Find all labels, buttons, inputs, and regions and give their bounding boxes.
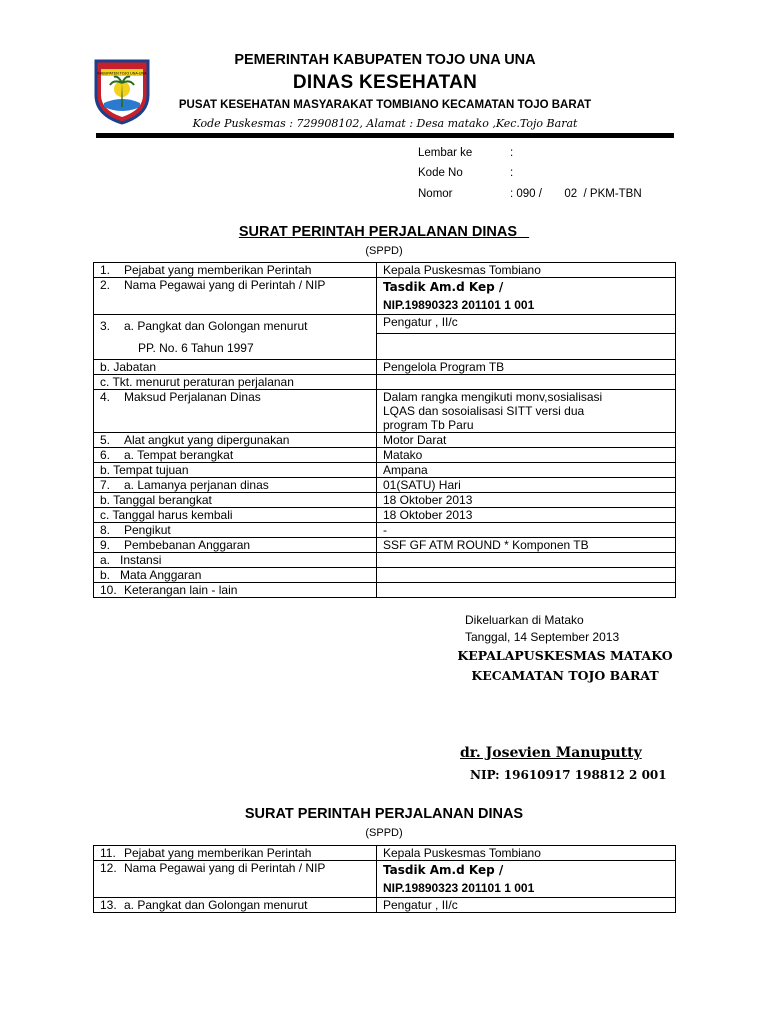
table-row — [94, 568, 676, 583]
row-number: 4. — [100, 390, 111, 404]
table-row — [94, 390, 676, 433]
row-value — [377, 568, 676, 583]
table-row — [94, 478, 676, 493]
table-row — [94, 315, 676, 360]
row-value-2: LQAS dan sosoialisasi SITT versi dua — [383, 404, 585, 418]
table-row — [94, 463, 676, 478]
issued-place: Dikeluarkan di Matako — [465, 613, 584, 627]
row-label: a. Lamanya perjanan dinas — [124, 478, 269, 492]
regency-logo — [92, 55, 152, 125]
row-value: Pengatur , II/c — [377, 315, 675, 334]
logo-text: KABUPATEN TOJO UNA-UNA — [97, 71, 147, 76]
row-label: a. Tempat berangkat — [124, 448, 234, 462]
row-number: 11. — [100, 846, 116, 860]
employee-nip: NIP.19890323 201101 1 001 — [383, 298, 535, 312]
table-row — [94, 433, 676, 448]
table-row — [94, 278, 676, 315]
row-label: Pejabat yang memberikan Perintah — [124, 263, 312, 277]
row-label: a. Pangkat dan Golongan menurut — [124, 319, 308, 333]
signer-name: dr. Josevien Manuputty — [460, 745, 642, 761]
table-row — [94, 263, 676, 278]
row-label: b. Tanggal berangkat — [94, 493, 377, 508]
row-value: 01(SATU) Hari — [377, 478, 676, 493]
row-value — [377, 553, 676, 568]
row-number: 8. — [100, 523, 111, 537]
row-label: c. Tkt. menurut peraturan perjalanan — [94, 375, 377, 390]
row-number: 10. — [100, 583, 117, 597]
row-label-2: PP. No. 6 Tahun 1997 — [138, 341, 254, 355]
row-value: Kepala Puskesmas Tombiano — [377, 846, 676, 861]
document-meta — [0, 147, 768, 207]
row-label: Pejabat yang memberikan Perintah — [124, 846, 312, 860]
row-value: - — [377, 523, 676, 538]
employee-nip: NIP.19890323 201101 1 001 — [383, 881, 535, 895]
row-value: 18 Oktober 2013 — [377, 508, 676, 523]
kode-value: : — [510, 167, 514, 179]
row-number: 6. — [100, 448, 111, 462]
row-value: Motor Darat — [377, 433, 676, 448]
header-government: PEMERINTAH KABUPATEN TOJO UNA UNA — [234, 52, 536, 68]
row-value-3: program Tb Paru — [383, 418, 474, 432]
nomor-label: Nomor — [418, 188, 453, 200]
table-row — [94, 448, 676, 463]
row-number: 2. — [100, 278, 111, 292]
row-label: Nama Pegawai yang di Perintah / NIP — [124, 861, 326, 875]
row-value: Matako — [377, 448, 676, 463]
row-number: 9. — [100, 538, 111, 552]
row-number: 1. — [100, 263, 111, 277]
table-row — [94, 375, 676, 390]
row-label: Maksud Perjalanan Dinas — [124, 390, 261, 404]
signer-nip: NIP: 19610917 198812 2 001 — [470, 768, 667, 782]
row-value: Dalam rangka mengikuti monv,sosialisasi — [383, 390, 603, 404]
row-label: b. Mata Anggaran — [94, 568, 377, 583]
sppd-title-2: SURAT PERINTAH PERJALANAN DINAS — [244, 806, 524, 822]
kode-label: Kode No — [418, 167, 463, 179]
row-label: a. Pangkat dan Golongan menurut — [124, 898, 308, 912]
row-value — [377, 583, 676, 598]
sppd-table-2 — [93, 845, 676, 913]
row-value — [377, 375, 676, 390]
sppd-subtitle: (SPPD) — [365, 245, 403, 257]
row-label: Alat angkut yang dipergunakan — [124, 433, 290, 447]
sppd-table — [93, 262, 676, 598]
sppd-subtitle-2: (SPPD) — [365, 827, 403, 839]
row-value: Pengatur , II/c — [377, 898, 676, 913]
row-value: SSF GF ATM ROUND * Komponen TB — [377, 538, 676, 553]
table-row — [94, 553, 676, 568]
table-row — [94, 360, 676, 375]
table-row — [94, 846, 676, 861]
row-label: Pengikut — [124, 523, 171, 537]
row-value: Pengelola Program TB — [377, 360, 676, 375]
lembar-label: Lembar ke — [418, 147, 473, 159]
row-label: a. Instansi — [94, 553, 377, 568]
row-value: Ampana — [377, 463, 676, 478]
header-health-center: PUSAT KESEHATAN MASYARAKAT TOMBIANO KECAMATAN TOJO BARAT — [178, 99, 592, 111]
row-label: b. Tempat tujuan — [94, 463, 377, 478]
signer-district: KECAMATAN TOJO BARAT — [471, 668, 659, 683]
table-row — [94, 898, 676, 913]
row-label: Nama Pegawai yang di Perintah / NIP — [124, 278, 326, 292]
employee-name: Tasdik Am.d Kep / — [383, 280, 504, 294]
row-label: Pembebanan Anggaran — [124, 538, 251, 552]
table-row — [94, 523, 676, 538]
row-number: 7. — [100, 478, 111, 492]
row-number: 12. — [100, 861, 117, 875]
header-department: DINAS KESEHATAN — [292, 72, 478, 93]
sppd-title — [92, 224, 676, 240]
row-value: 18 Oktober 2013 — [377, 493, 676, 508]
row-number: 3. — [100, 319, 111, 333]
nomor-value: : 090 / 02 / PKM-TBN — [510, 188, 642, 200]
table-row — [94, 508, 676, 523]
row-value: Kepala Puskesmas Tombiano — [377, 263, 676, 278]
table-row — [94, 493, 676, 508]
row-label: b. Jabatan — [94, 360, 377, 375]
signer-position: KEPALAPUSKESMAS MATAKO — [457, 648, 673, 663]
employee-name: Tasdik Am.d Kep / — [383, 863, 504, 877]
header-address: Kode Puskesmas : 729908102, Alamat : Desa matako ,Kec.Tojo Barat — [192, 117, 578, 130]
table-row — [94, 583, 676, 598]
header-divider — [96, 133, 674, 138]
table-row — [94, 861, 676, 898]
row-number: 13. — [100, 898, 117, 912]
lembar-value: : — [510, 147, 514, 159]
row-label: Keterangan lain - lain — [124, 583, 238, 597]
row-number: 5. — [100, 433, 111, 447]
table-row — [94, 538, 676, 553]
row-label: c. Tanggal harus kembali — [94, 508, 377, 523]
sppd-title-text: SURAT PERINTAH PERJALANAN DINAS — [238, 224, 518, 240]
issued-date: Tanggal, 14 September 2013 — [465, 630, 620, 644]
